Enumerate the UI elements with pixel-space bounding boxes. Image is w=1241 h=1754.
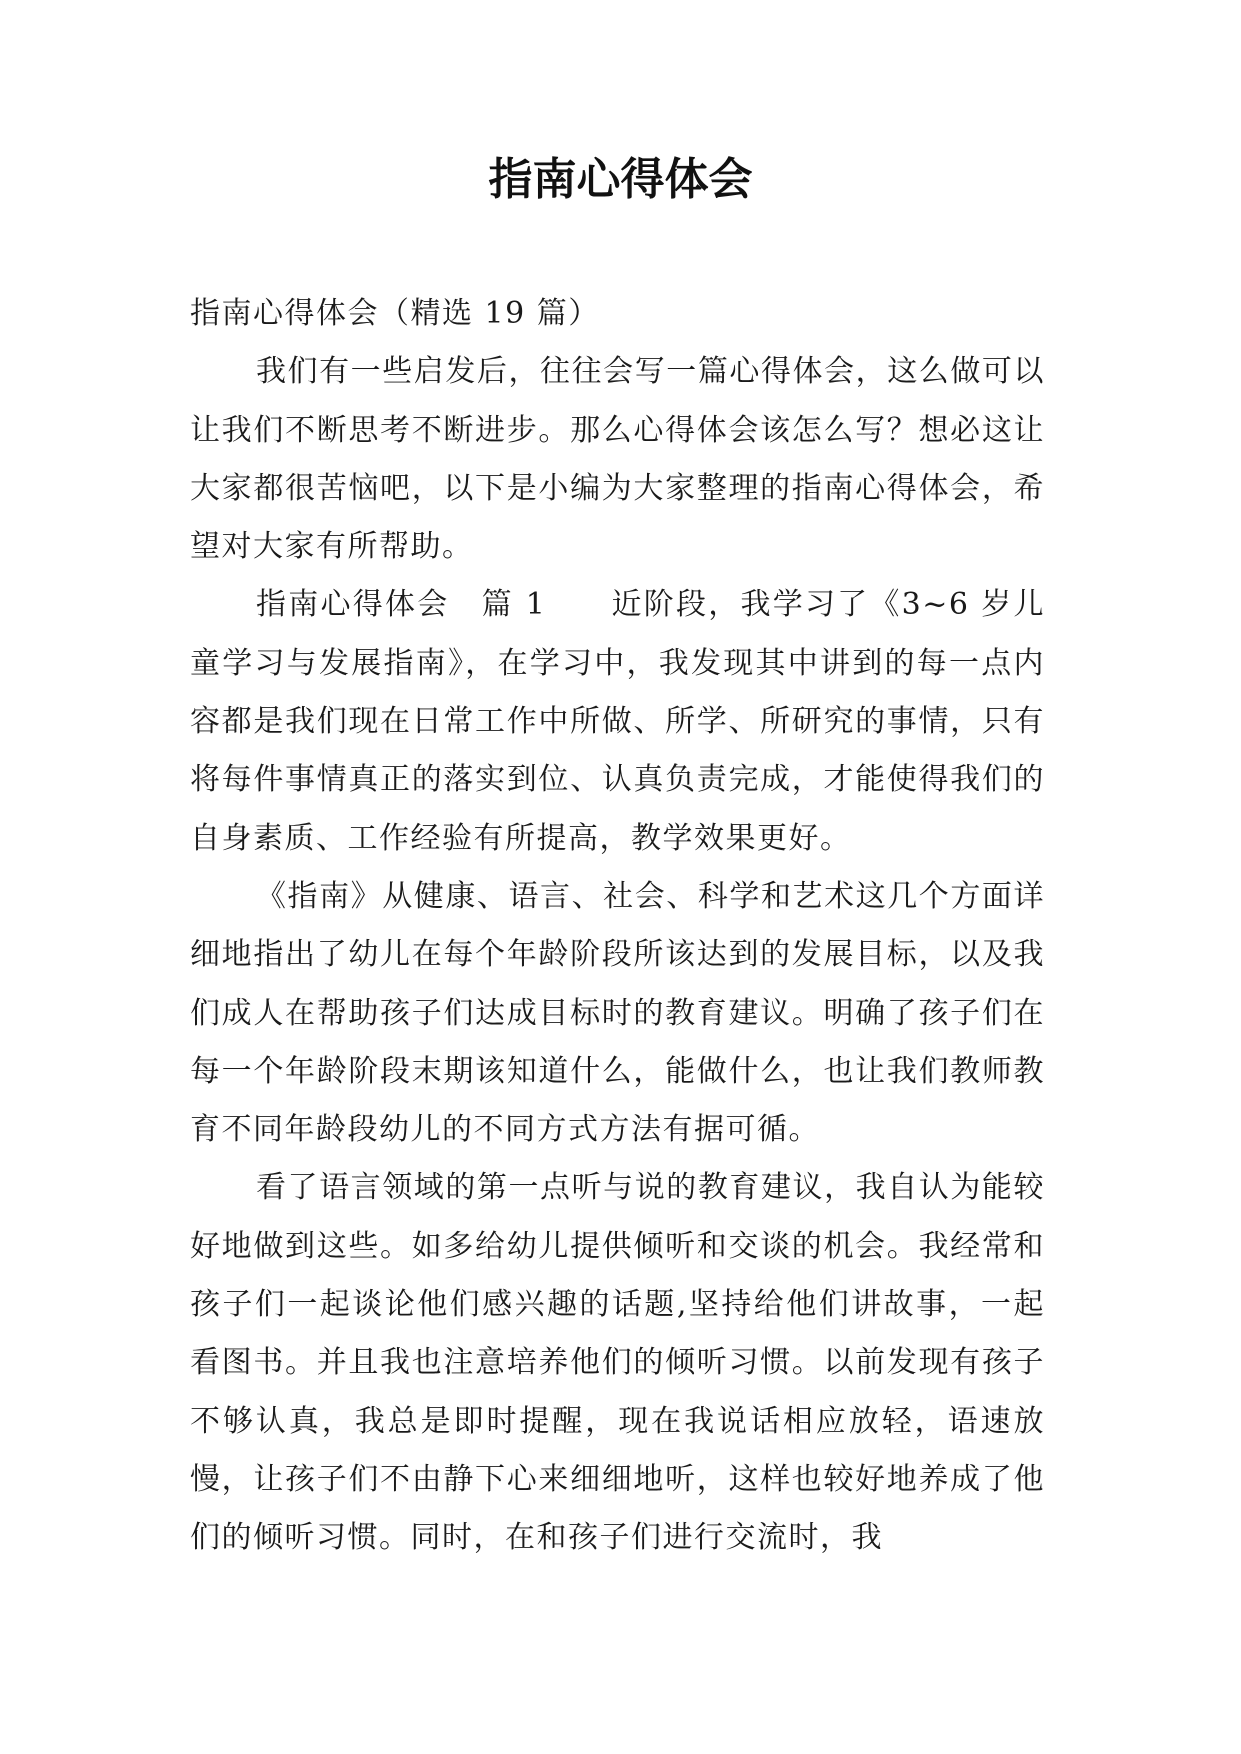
document-subtitle: 指南心得体会（精选 19 篇） xyxy=(190,296,600,331)
document-body xyxy=(190,285,1045,1568)
paragraph-intro: 我们有一些启发后，往往会写一篇心得体会，这么做可以让我们不断思考不断进步。那么心得体会该怎么写？想必这让大家都很苦恼吧，以下是小编为大家整理的指南心得体会，希望对大家有所帮助。 xyxy=(190,354,1045,565)
document-title: 指南心得体会 xyxy=(488,154,753,205)
paragraph-language-domain: 看了语言领域的第一点听与说的教育建议，我自认为能较好地做到这些。如多给幼儿提供倾听和交谈的机会。我经常和孩子们一起谈论他们感兴趣的话题,坚持给他们讲故事，一起看图书。并且我也注意培养他们的倾听习惯。以前发现有孩子不够认真，我总是即时提醒，现在我说话相应放轻，语速放慢，让孩子们不由静下心来细细地听，这样也较好地养成了他们的倾听习惯。同时，在和孩子们进行交流时，我 xyxy=(190,1170,1045,1556)
paragraph-section-1: 指南心得体会 篇 1 近阶段，我学习了《3~6 岁儿童学习与发展指南》，在学习中，我发现其中讲到的每一点内容都是我们现在日常工作中所做、所学、所研究的事情，只有将每件事情真正的落实到位、认真负责完成，才能使得我们的自身素质、工作经验有所提高，教学效果更好。 xyxy=(190,587,1045,856)
paragraph-guide-overview: 《指南》从健康、语言、社会、科学和艺术这几个方面详细地指出了幼儿在每个年龄阶段所该达到的发展目标，以及我们成人在帮助孩子们达成目标时的教育建议。明确了孩子们在每一个年龄阶段末期该知道什么，能做什么，也让我们教师教育不同年龄段幼儿的不同方式方法有据可循。 xyxy=(190,878,1045,1148)
